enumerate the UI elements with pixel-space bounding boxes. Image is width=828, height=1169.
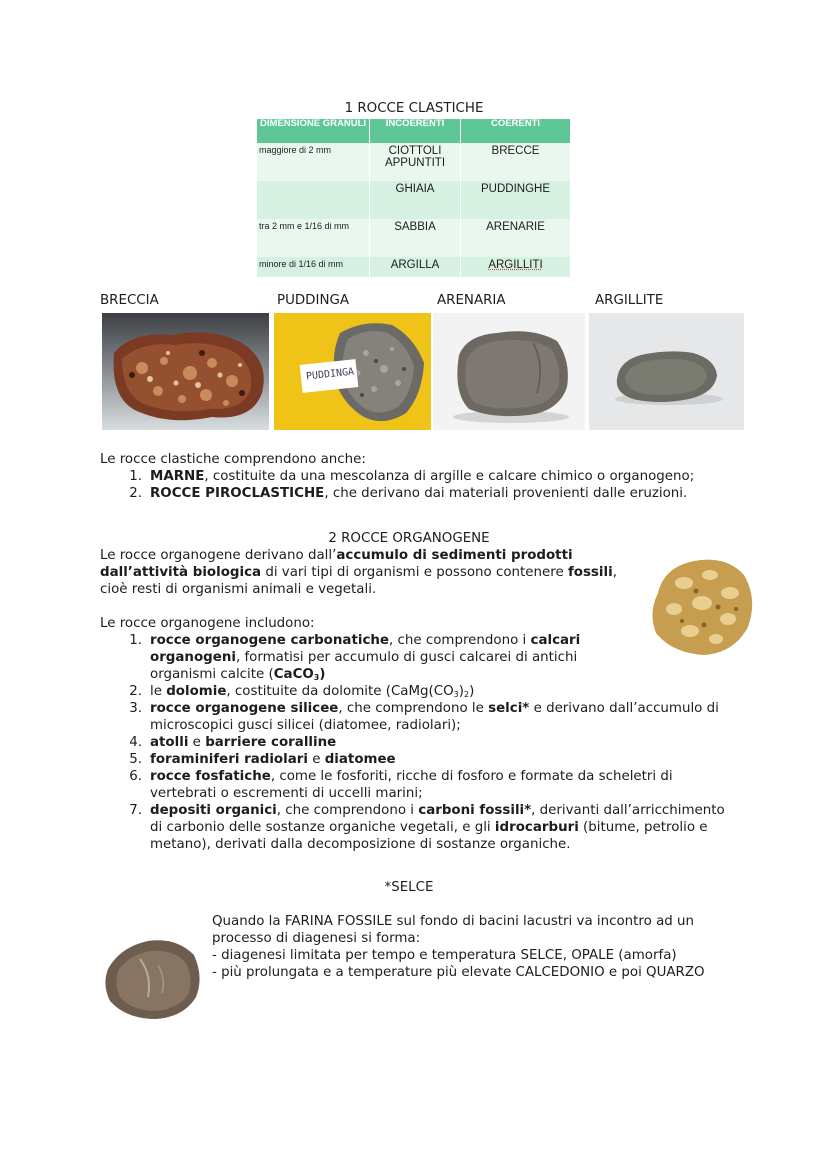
table-cell: CIOTTOLI APPUNTITI — [370, 143, 460, 181]
table-header-row — [257, 119, 570, 143]
table-cell: PUDDINGHE — [461, 181, 570, 219]
clastic-also-intro: Le rocce clastiche comprendono anche: — [100, 452, 366, 467]
list-item: 3. rocce organogene silicee, che comprendono le selci* e derivano dall’accumulo di microscopici gusci silicei (diatomee, radiolari); — [129, 701, 719, 733]
rock-label-breccia: BRECCIA — [100, 293, 159, 308]
table-cell: minore di 1/16 di mm — [257, 257, 369, 277]
argillite-photo — [589, 313, 744, 430]
list-item: 1. rocce organogene carbonatiche, che comprendono i calcari organogeni, formatisi per accumulo di gusci calcarei di antichi organismi calcite (CaCO$_3$) — [129, 633, 581, 682]
table-row — [257, 219, 570, 257]
arenaria-photo — [433, 313, 585, 430]
section1-title: 1 ROCCE CLASTICHE — [344, 101, 484, 116]
table-cell: tra 2 mm e 1/16 di mm — [257, 219, 369, 257]
breccia-photo — [102, 313, 269, 430]
clastic-rocks-table — [256, 119, 571, 277]
selce-text — [212, 913, 705, 981]
selce-line: Quando la FARINA FOSSILE sul fondo di bacini lacustri va incontro ad un — [212, 914, 695, 929]
table-cell: SABBIA — [370, 219, 460, 257]
table-header: COERENTI — [461, 119, 570, 143]
list-item: 7. depositi organici, che comprendono i carboni fossili*, derivanti dall’arricchimento di carbonio delle sostanze organiche vegetali, e gli idrocarburi (bitume, petrolio e metano), derivati dalla decomposizione di sostanze organiche. — [129, 803, 725, 852]
table-header: DIMENSIONE GRANULI — [257, 119, 369, 143]
list-item: 2. le dolomie, costituite da dolomite $(CaMg(CO_3)_2)$ — [129, 684, 475, 699]
section2-includes: Le rocce organogene includono: — [100, 616, 315, 631]
selce-line: - più prolungata e a temperature più elevate CALCEDONIO e poi QUARZO — [212, 965, 705, 980]
list-item: 6. rocce fosfatiche, come le fosforiti, ricche di fosforo e formate da scheletri di vertebrati o escrementi di uccelli marini; — [129, 769, 673, 801]
table-cell: GHIAIA — [370, 181, 460, 219]
rock-label-puddinga: PUDDINGA — [277, 293, 350, 308]
section2-intro: Le rocce organogene derivano dall’accumulo di sedimenti prodotti dall’attività biologica di vari tipi di organismi e possono contenere fossili, cioè resti di organismi animali e vegetali. — [100, 548, 617, 597]
selce-title: *SELCE — [384, 880, 434, 895]
rock-label-argillite: ARGILLITE — [595, 293, 664, 308]
table-row — [257, 143, 570, 181]
table-cell: ARGILLA — [370, 257, 460, 277]
selce-photo — [100, 935, 203, 1021]
list-item: 2. ROCCE PIROCLASTICHE, che derivano dai materiali provenienti dalle eruzioni. — [129, 486, 688, 501]
table-cell: maggiore di 2 mm — [257, 143, 369, 181]
table-cell: BRECCE — [461, 143, 570, 181]
puddinga-photo — [274, 313, 431, 430]
list-item: 4. atolli e barriere coralline — [129, 735, 337, 750]
list-item: 1. MARNE, costituite da una mescolanza di argille e calcare chimico o organogeno; — [129, 469, 695, 484]
table-cell: ARGILLITI — [461, 257, 570, 277]
table-cell: ARENARIE — [461, 219, 570, 257]
table-header: INCOERENTI — [370, 119, 460, 143]
selce-line: processo di diagenesi si forma: — [212, 931, 421, 946]
section2-title: 2 ROCCE ORGANOGENE — [328, 531, 490, 546]
puddinga-photo-label: PUDDINGA — [305, 366, 355, 383]
table-row — [257, 181, 570, 219]
rock-label-arenaria: ARENARIA — [437, 293, 506, 308]
table-row — [257, 257, 570, 277]
clastic-also-list — [129, 468, 695, 502]
list-item: 5. foraminiferi radiolari e diatomee — [129, 752, 396, 767]
table-cell — [257, 181, 369, 219]
organogenic-list — [129, 632, 725, 853]
selce-line: - diagenesi limitata per tempo e temperatura SELCE, OPALE (amorfa) — [212, 948, 677, 963]
